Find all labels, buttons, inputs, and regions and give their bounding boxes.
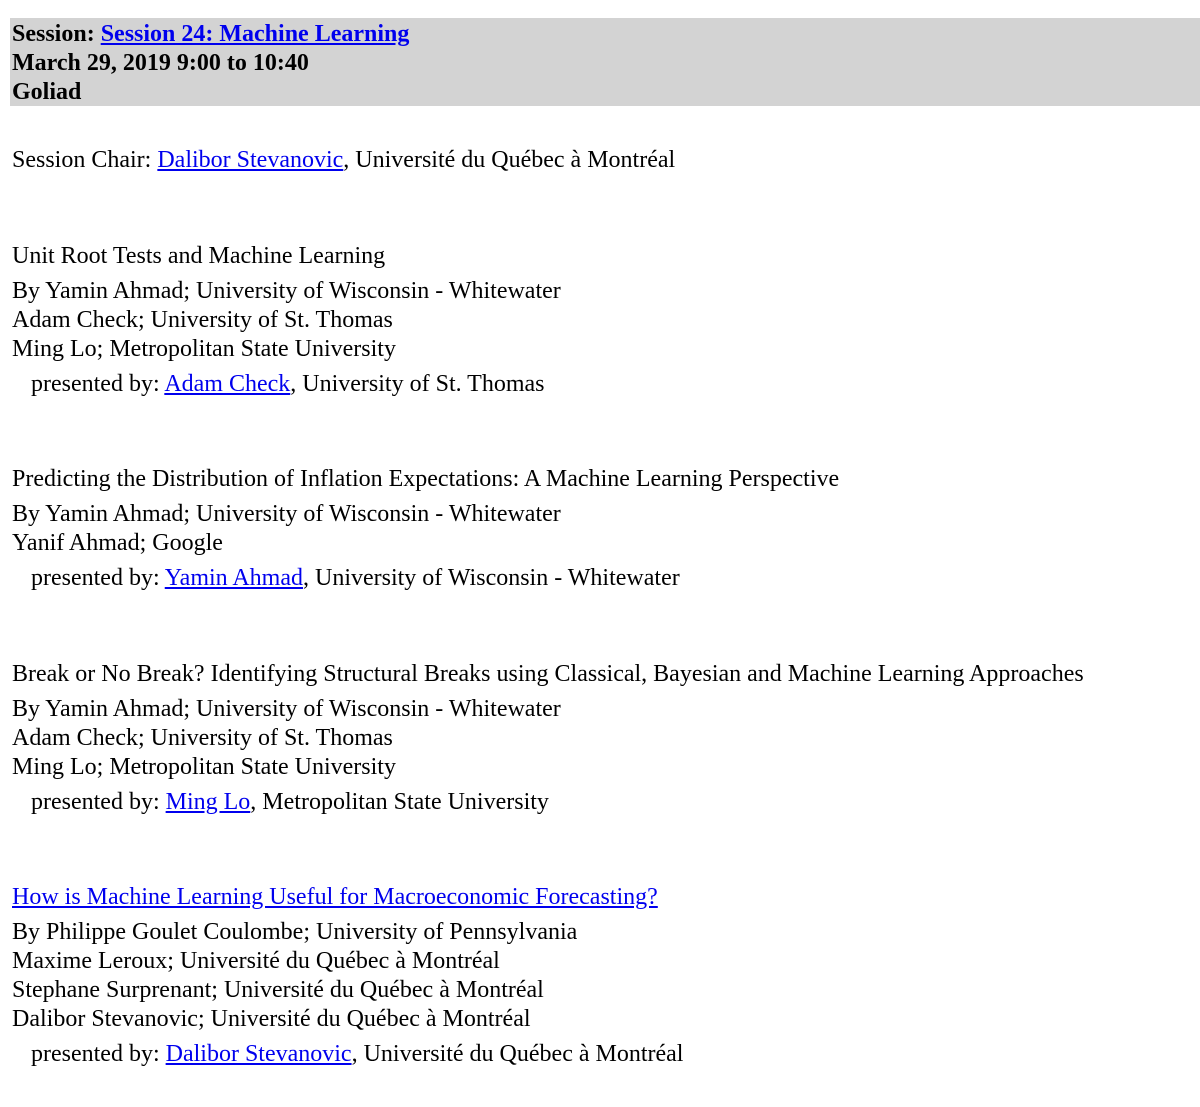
presenter-affiliation: , Metropolitan State University (250, 789, 549, 815)
paper-title (12, 883, 1200, 912)
paper-presenter (12, 564, 1200, 593)
paper-author: Ming Lo; Metropolitan State University (12, 336, 396, 362)
paper-author: Yanif Ahmad; Google (12, 530, 223, 556)
paper-author: Stephane Surprenant; Université du Québec à Montréal (12, 977, 544, 1003)
session-header (10, 18, 1200, 106)
presenter-link[interactable]: Ming Lo (165, 789, 251, 815)
paper-3 (12, 660, 1200, 817)
session-label: Session: (12, 21, 95, 47)
paper-2 (12, 465, 1200, 593)
paper-author: By Philippe Goulet Coulombe; University of Pennsylvania (12, 919, 578, 945)
paper-author: Maxime Leroux; Université du Québec à Montréal (12, 948, 500, 974)
presented-by-label: presented by: (31, 1041, 160, 1067)
paper-4 (12, 883, 1200, 1069)
presented-by-label: presented by: (31, 789, 160, 815)
paper-title-link[interactable]: How is Machine Learning Useful for Macroeconomic Forecasting? (12, 884, 658, 910)
presenter-link[interactable]: Adam Check (164, 371, 291, 397)
paper-title: Break or No Break? Identifying Structural Breaks using Classical, Bayesian and Machine Learning Approaches (12, 661, 1084, 687)
presented-by-label: presented by: (31, 565, 160, 591)
session-chair (12, 146, 675, 175)
presenter-affiliation: , University of Wisconsin - Whitewater (302, 565, 680, 591)
chair-name-link[interactable]: Dalibor Stevanovic (157, 147, 344, 173)
presenter-link[interactable]: Dalibor Stevanovic (165, 1041, 352, 1067)
session-datetime: March 29, 2019 9:00 to 10:40 (12, 50, 309, 76)
paper-author: Ming Lo; Metropolitan State University (12, 754, 396, 780)
paper-title: Unit Root Tests and Machine Learning (12, 243, 386, 269)
presenter-affiliation: , University of St. Thomas (290, 371, 545, 397)
presenter-affiliation: , Université du Québec à Montréal (351, 1041, 684, 1067)
paper-author: Adam Check; University of St. Thomas (12, 725, 393, 751)
chair-label: Session Chair: (12, 147, 152, 173)
session-line (12, 20, 1200, 49)
paper-presenter (12, 1040, 1200, 1069)
session-link[interactable]: Session 24: Machine Learning (100, 21, 410, 47)
paper-author: By Yamin Ahmad; University of Wisconsin - Whitewater (12, 278, 561, 304)
paper-presenter (12, 370, 1200, 399)
paper-author: By Yamin Ahmad; University of Wisconsin - Whitewater (12, 696, 561, 722)
paper-author: Adam Check; University of St. Thomas (12, 307, 393, 333)
chair-affiliation: , Université du Québec à Montréal (343, 147, 676, 173)
paper-title: Predicting the Distribution of Inflation Expectations: A Machine Learning Perspective (12, 466, 840, 492)
session-room: Goliad (12, 79, 82, 105)
presenter-link[interactable]: Yamin Ahmad (164, 565, 303, 591)
paper-1 (12, 242, 1200, 399)
paper-presenter (12, 788, 1200, 817)
paper-author: By Yamin Ahmad; University of Wisconsin - Whitewater (12, 501, 561, 527)
presented-by-label: presented by: (31, 371, 160, 397)
paper-author: Dalibor Stevanovic; Université du Québec à Montréal (12, 1006, 531, 1032)
